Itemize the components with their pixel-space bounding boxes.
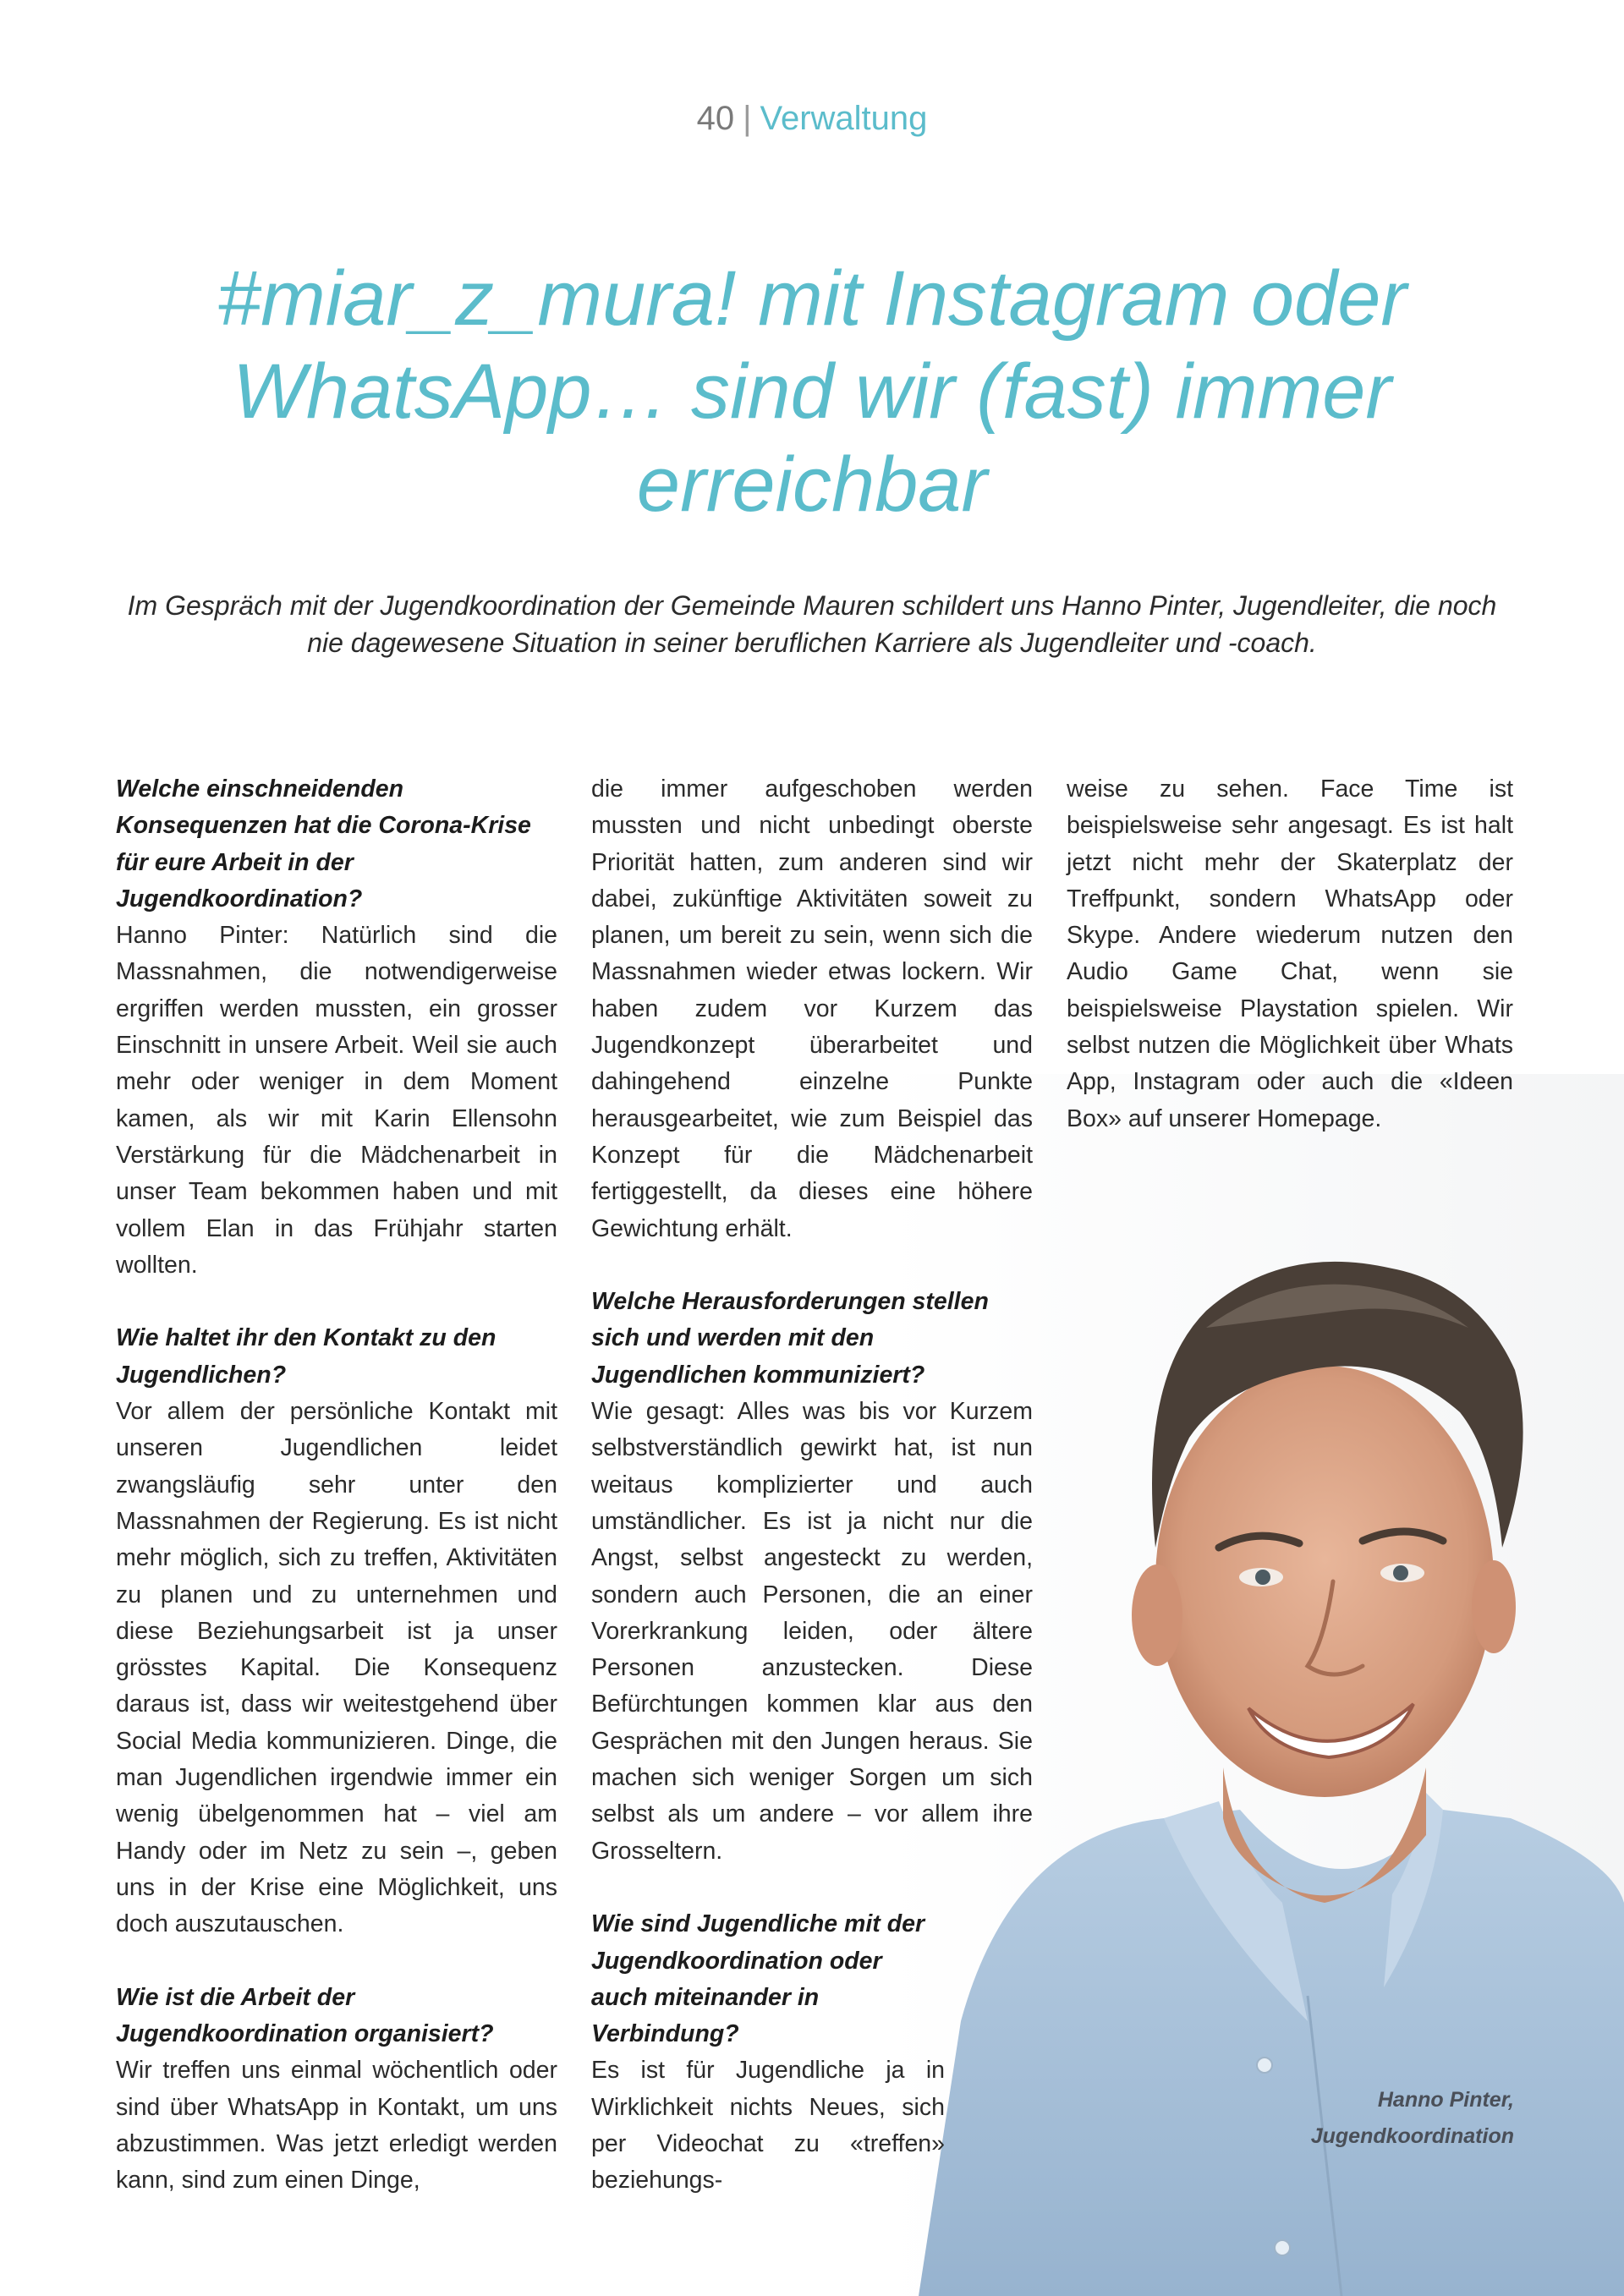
paragraph-gap <box>591 1247 1033 1284</box>
section-name: Verwaltung <box>760 100 928 137</box>
answer-paragraph: Wir treffen uns einmal wöchentlich oder sind über WhatsApp in Kontakt, um uns abzustimmen. Was jetzt erledigt werden kann, sind zum einen Dinge, <box>116 2057 557 2195</box>
article-title: #miar_z_mura! mit Instagram oder WhatsApp… sind wir (fast) immer erreichbar <box>217 255 1407 528</box>
page-header <box>0 100 1624 138</box>
answer-paragraph: Hanno Pinter: Natürlich sind die Massnahmen, die notwendigerweise ergriffen werden mussten, ein grosser Einschnitt in unsere Arbeit. Weil sie auch mehr oder weniger in dem Moment kamen, als wir mit Karin Ellensohn Verstärkung für die Mädchenarbeit in unser Team bekommen haben und mit vollem Elan in das Frühjahr starten wollten. <box>116 922 557 1279</box>
question-heading: Wie sind Jugendliche mit der Jugendkoordination oder auch miteinander in Verbindung? <box>591 1910 925 2048</box>
answer-paragraph: Es ist für Jugendliche ja in Wirklichkeit nichts Neues, sich per Videochat zu «treffen» beziehungs- <box>591 2057 945 2195</box>
answer-paragraph: Wie gesagt: Alles was bis vor Kurzem selbstverständlich gewirkt hat, ist nun weitaus komplizierter und auch umständlicher. Es ist ja nicht nur die Angst, selbst angesteckt zu werden, sondern auch Personen, die an einer Vorerkrankung leiden, oder ältere Personen anzustecken. Diese Befürchtungen kommen klar aus den Gesprächen mit den Jungen heraus. Sie machen sich weniger Sorgen um sich selbst als um andere – vor allem ihre Grosseltern. <box>591 1398 1033 1865</box>
paragraph-gap <box>116 1284 557 1320</box>
answer-paragraph: die immer aufgeschoben werden mussten und nicht unbedingt oberste Priorität hatten, zum anderen sind wir dabei, zukünftige Aktivitäten soweit zu planen, um bereit zu sein, wenn sich die Massnahmen wieder etwas lockern. Wir haben zudem vor Kurzem das Jugendkonzept überarbeitet und dahingehend einzelne Punkte herausgearbeitet, wie zum Beispiel das Konzept für die Mädchenarbeit fertiggestellt, da dieses eine höhere Gewichtung erhält. <box>591 775 1033 1242</box>
question-heading: Wie haltet ihr den Kontakt zu den Jugendlichen? <box>116 1324 497 1389</box>
photo-caption <box>1311 2082 1514 2155</box>
paragraph-gap <box>591 1870 1033 1906</box>
question-heading: Welche einschneidenden Konsequenzen hat die Corona-Krise für eure Arbeit in der Jugendkoordination? <box>116 775 531 912</box>
caption-role: Jugendkoordination <box>1310 2124 1514 2148</box>
header-separator: | <box>743 100 752 137</box>
question-heading: Welche Herausforderungen stellen sich und werden mit den Jugendlichen kommuniziert? <box>591 1288 989 1389</box>
text-column-2 <box>591 771 1033 2200</box>
text-column-1 <box>116 771 557 2200</box>
question-heading: Wie ist die Arbeit der Jugendkoordination organisiert? <box>116 1983 494 2048</box>
caption-name: Hanno Pinter, <box>1377 2088 1514 2112</box>
answer-paragraph: Vor allem der persönliche Kontakt mit unseren Jugendlichen leidet zwangsläufig sehr unter den Massnahmen der Regierung. Es ist nicht mehr möglich, sich zu treffen, Aktivitäten zu planen und zu unternehmen und diese Beziehungsarbeit ist ja unser grösstes Kapital. Die Konsequenz daraus ist, dass wir weitestgehend über Social Media kommunizieren. Dinge, die man Jugendlichen irgendwie immer ein wenig übelgenommen hat – viel am Handy oder im Netz zu sein –, geben uns in der Krise eine Möglichkeit, uns doch auszutauschen. <box>116 1398 557 1938</box>
paragraph-gap <box>116 1943 557 1980</box>
answer-paragraph: weise zu sehen. Face Time ist beispielsweise sehr angesagt. Es ist halt jetzt nicht mehr der Skaterplatz der Treffpunkt, sondern WhatsApp oder Skype. Andere wiederum nutzen den Audio Game Chat, wenn sie beispielsweise Playstation spielen. Wir selbst nutzen die Möglichkeit über Whats App, Instagram oder auch die «Ideen Box» auf unserer Homepage. <box>1067 775 1513 1132</box>
article-lead: Im Gespräch mit der Jugendkoordination der Gemeinde Mauren schildert uns Hanno Pinter, Jugendleiter, die noch nie dagewesene Situation in seiner beruflichen Karriere als Jugendleiter und -coach. <box>127 590 1497 658</box>
text-column-3 <box>1067 771 1513 1137</box>
page-number: 40 <box>696 100 735 137</box>
